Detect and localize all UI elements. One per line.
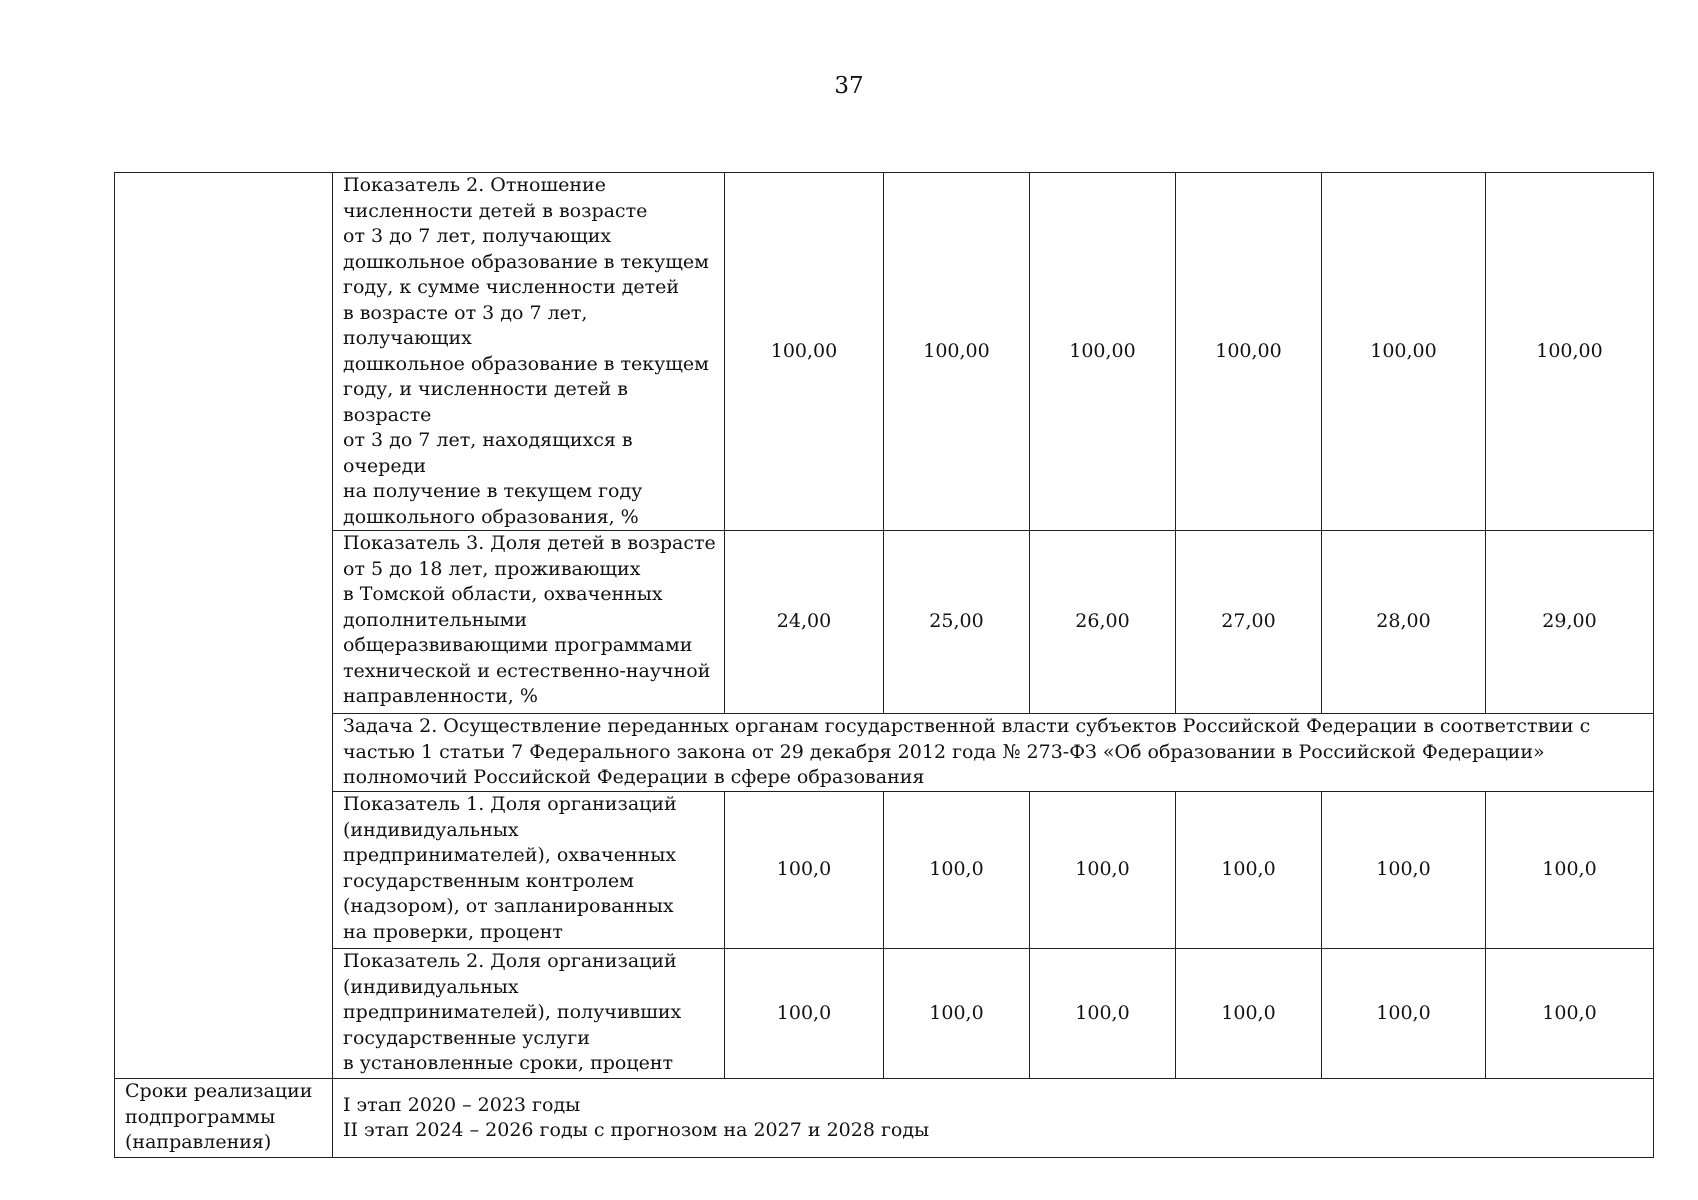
table-row [115,1079,1654,1158]
value-cell: 28,00 [1322,531,1486,714]
value-cell: 100,0 [1176,949,1322,1079]
value-cell: 100,0 [725,792,884,949]
value-cell: 100,0 [884,792,1030,949]
table-row [115,949,1654,1079]
implementation-stages: I этап 2020 – 2023 годы II этап 2024 – 2026 годы с прогнозом на 2027 и 2028 годы [333,1079,1654,1158]
implementation-period-label: Сроки реализации подпрограммы (направления) [115,1079,333,1158]
indicator-text: Показатель 2. Доля организаций (индивидуальных предпринимателей), получивших государственные услуги в установленные сроки, процент [333,949,725,1079]
value-cell: 100,0 [1322,949,1486,1079]
value-cell: 100,0 [725,949,884,1079]
table-row [115,714,1654,792]
value-cell: 100,0 [884,949,1030,1079]
table-row [115,792,1654,949]
value-cell: 100,0 [1486,949,1654,1079]
value-cell: 100,00 [725,173,884,531]
table-row [115,531,1654,714]
value-cell: 26,00 [1030,531,1176,714]
page-number: 37 [834,73,864,99]
value-cell: 100,00 [1176,173,1322,531]
empty-label-cell [115,173,333,1079]
value-cell: 29,00 [1486,531,1654,714]
value-cell: 100,00 [1322,173,1486,531]
value-cell: 100,0 [1486,792,1654,949]
indicator-text: Показатель 2. Отношение численности детей в возрасте от 3 до 7 лет, получающих дошкольное образование в текущем году, к сумме численности детей в возрасте от 3 до 7 лет, получающих дошкольное образование в текущем году, и численности детей в возрасте от 3 до 7 лет, находящихся в очереди на получение в текущем году дошкольного образования, % [333,173,725,531]
value-cell: 25,00 [884,531,1030,714]
indicators-table [114,172,1654,1158]
value-cell: 100,0 [1030,792,1176,949]
value-cell: 100,0 [1322,792,1486,949]
indicator-text: Показатель 3. Доля детей в возрасте от 5 до 18 лет, проживающих в Томской области, охваченных дополнительными общеразвивающими программами технической и естественно-научной направленности, % [333,531,725,714]
indicator-text: Показатель 1. Доля организаций (индивидуальных предпринимателей), охваченных государственным контролем (надзором), от запланированных на проверки, процент [333,792,725,949]
value-cell: 27,00 [1176,531,1322,714]
task-heading: Задача 2. Осуществление переданных органам государственной власти субъектов Российской Федерации в соответствии с частью 1 статьи 7 Федерального закона от 29 декабря 2012 года № 273-ФЗ «Об образовании в Российской Федерации» полномочий Российской Федерации в сфере образования [333,714,1654,792]
table-row [115,173,1654,531]
value-cell: 24,00 [725,531,884,714]
value-cell: 100,00 [1030,173,1176,531]
value-cell: 100,0 [1030,949,1176,1079]
value-cell: 100,00 [884,173,1030,531]
value-cell: 100,0 [1176,792,1322,949]
value-cell: 100,00 [1486,173,1654,531]
